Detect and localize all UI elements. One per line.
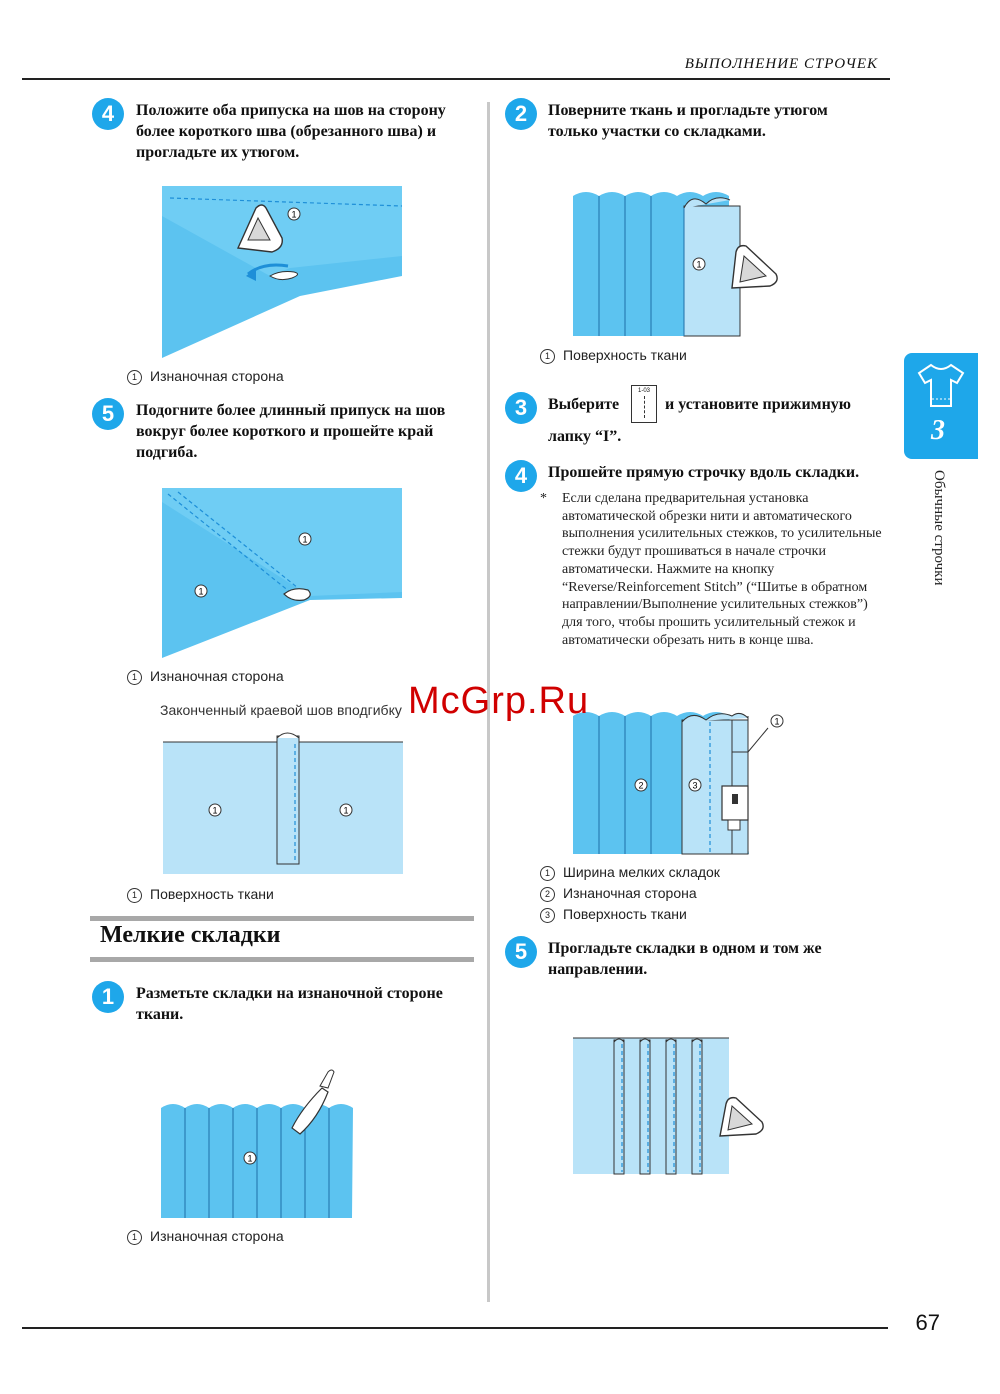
svg-text:1: 1 bbox=[291, 209, 297, 220]
finished-seam-label: Законченный краевой шов вподгибку bbox=[160, 702, 402, 718]
stitch-line bbox=[644, 396, 645, 418]
step-badge-3: 3 bbox=[505, 392, 537, 424]
figure-4-caption: 1 Изнаночная сторона bbox=[127, 1228, 284, 1245]
figure-finished-seam bbox=[162, 730, 404, 876]
step-badge-4-right: 4 bbox=[505, 460, 537, 492]
footer-rule bbox=[22, 1327, 888, 1329]
step-4-right-text: Прошейте прямую строчку вдоль складки. bbox=[548, 464, 860, 481]
svg-text:1: 1 bbox=[696, 259, 702, 270]
chapter-label: Обычные строчки bbox=[931, 470, 947, 586]
section-bar-top bbox=[90, 916, 474, 921]
step-3-set-foot: и установите прижимную bbox=[665, 396, 852, 413]
svg-text:1: 1 bbox=[774, 716, 780, 727]
note-asterisk: * bbox=[540, 491, 547, 506]
figure-press-pleat bbox=[572, 186, 782, 338]
svg-text:1: 1 bbox=[247, 1153, 253, 1164]
step-badge-5-right: 5 bbox=[505, 936, 537, 968]
chapter-number: 3 bbox=[931, 415, 945, 446]
header-rule bbox=[22, 78, 890, 80]
step-badge-4: 4 bbox=[92, 98, 124, 130]
step-2-text: Поверните ткань и прогладьте утюгом только участки со складками. bbox=[548, 102, 828, 140]
figure-1-caption: 1 Изнаночная сторона bbox=[127, 368, 284, 385]
svg-text:1: 1 bbox=[198, 586, 204, 597]
step-5-text: Подогните более длинный припуск на шов вокруг более короткого и прошейте край подгиба. bbox=[136, 402, 446, 461]
svg-text:1: 1 bbox=[212, 805, 218, 816]
note-text: Если сделана предварительная установка автоматической обрезки нити и автоматического выполнения усилительных стежков, то усилительные стежки будут прошиваться в начале строчки автоматически. Нажмите на кнопку “Reverse/Reinforcement Stitch” (“Шитье в обратном направлении/Выполнение усилительных стежков”) для того, чтобы прошить усилительный стежок и автоматически обрезать нить в конце шва. bbox=[562, 491, 882, 648]
figure-press-seam bbox=[160, 186, 405, 360]
page-number: 67 bbox=[915, 1310, 940, 1335]
step-3-foot-label: лапку “I”. bbox=[548, 428, 622, 445]
step-badge-1: 1 bbox=[92, 981, 124, 1013]
figure-3-caption: 1 Поверхность ткани bbox=[127, 886, 274, 903]
figure-fell-seam bbox=[160, 488, 405, 660]
step-badge-5: 5 bbox=[92, 398, 124, 430]
step-1-text: Разметьте складки на изнаночной стороне ткани. bbox=[136, 985, 443, 1023]
figure-5-caption: 1 Поверхность ткани bbox=[540, 347, 687, 364]
stitch-select-icon bbox=[631, 385, 657, 423]
running-header: ВЫПОЛНЕНИЕ СТРОЧЕК bbox=[684, 56, 878, 72]
svg-text:1: 1 bbox=[343, 805, 349, 816]
step-4-text: Положите оба припуска на шов на сторону более короткого шва (обрезанного шва) и прогладьте их утюгом. bbox=[136, 102, 446, 161]
svg-text:3: 3 bbox=[692, 780, 698, 791]
fabric-face bbox=[573, 1038, 729, 1174]
step-3-select: Выберите bbox=[548, 396, 620, 413]
figure-6-caption-2: 2 Изнаночная сторона bbox=[540, 885, 697, 902]
stitch-code: 1-03 bbox=[637, 388, 650, 394]
step-5-right-text: Прогладьте складки в одном и том же направлении. bbox=[548, 940, 822, 978]
step-badge-2: 2 bbox=[505, 98, 537, 130]
section-title: Мелкие складки bbox=[100, 922, 281, 948]
shirt-icon bbox=[917, 361, 965, 409]
section-bar-bottom bbox=[90, 957, 474, 962]
figure-sew-pleat bbox=[572, 706, 788, 856]
watermark: McGrp.Ru bbox=[408, 680, 590, 722]
svg-text:1: 1 bbox=[302, 534, 308, 545]
figure-6-caption-1: 1 Ширина мелких складок bbox=[540, 864, 720, 881]
svg-text:2: 2 bbox=[638, 780, 644, 791]
figure-pressed-pleats bbox=[572, 1036, 766, 1176]
figure-2-caption: 1 Изнаночная сторона bbox=[127, 668, 284, 685]
chapter-tab bbox=[904, 353, 978, 459]
figure-6-caption-3: 3 Поверхность ткани bbox=[540, 906, 687, 923]
figure-mark-pleats bbox=[160, 1066, 354, 1222]
